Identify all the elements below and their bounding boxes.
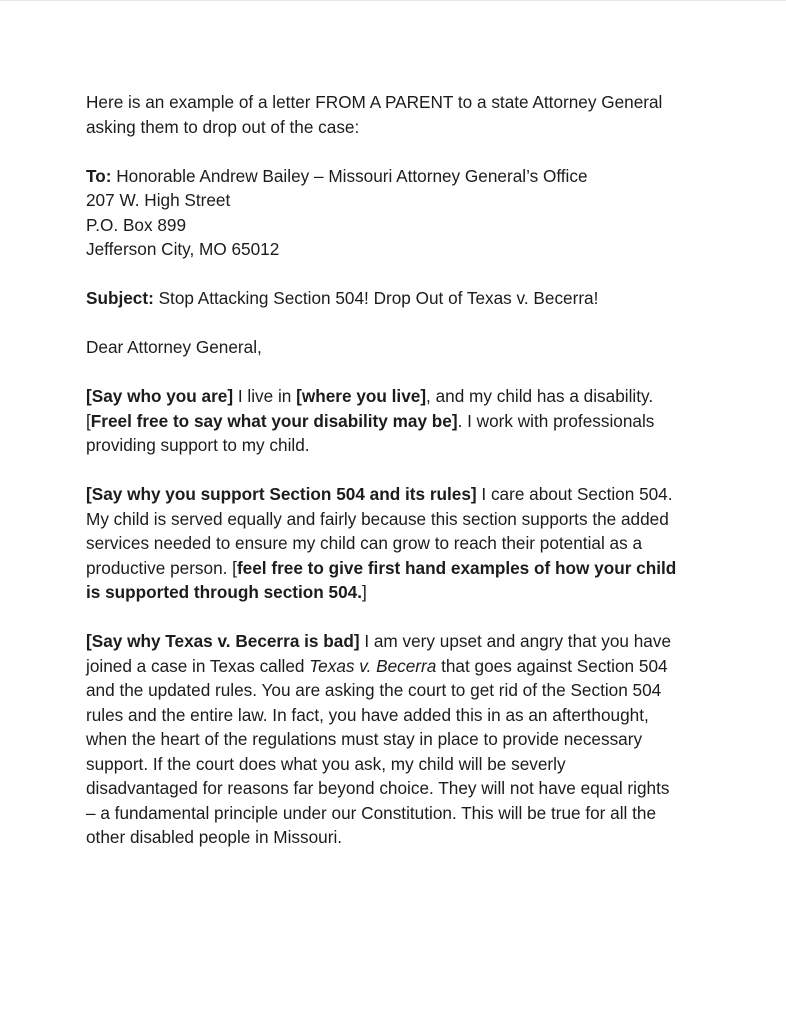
paragraph-why-case-bad [86, 629, 726, 850]
recipient-street: 207 W. High Street [86, 190, 231, 210]
placeholder-where-you-live: [where you live] [296, 386, 427, 406]
paragraph-line: when the heart of the regulations must stay in place to provide necessary [86, 729, 643, 749]
intro-line-1: Here is an example of a letter FROM A PARENT to a state Attorney General [86, 92, 663, 112]
text-run: . I work with professionals [457, 410, 655, 431]
paragraph-line: and the updated rules. You are asking the court to get rid of the Section 504 [86, 680, 662, 700]
paragraph-line [86, 629, 726, 654]
spacer [86, 262, 726, 287]
paragraph-line: other disabled people in Missouri. [86, 827, 343, 847]
paragraph-line: disadvantaged for reasons far beyond choice. They will not have equal rights [86, 778, 670, 798]
paragraph-line [86, 654, 726, 679]
placeholder-examples: feel free to give first hand examples of how your child [236, 557, 677, 578]
spacer [86, 458, 726, 483]
paragraph-line: services needed to ensure my child can grow to reach their potential as a [86, 533, 643, 553]
placeholder-disability: Freel free to say what your disability may be] [90, 410, 458, 431]
paragraph-who-you-are [86, 384, 726, 458]
paragraph-line [86, 482, 726, 507]
subject-line [86, 286, 726, 311]
paragraph-line: rules and the entire law. In fact, you have added this in as an afterthought, [86, 704, 649, 725]
spacer [86, 139, 726, 164]
text-run: productive person. [ [86, 557, 237, 578]
paragraph-line: – a fundamental principle under our Constitution. This will be true for all the [86, 802, 657, 823]
intro-line-2: asking them to drop out of the case: [86, 116, 360, 137]
recipient-name: Honorable Andrew Bailey – Missouri Attorney General’s Office [111, 165, 588, 186]
paragraph-line: support. If the court does what you ask, my child will be severly [86, 753, 566, 774]
paragraph-line: My child is served equally and fairly because this section supports the added [86, 508, 669, 529]
paragraph-why-support-504 [86, 482, 726, 605]
paragraph-line: providing support to my child. [86, 435, 310, 455]
recipient-line [86, 164, 726, 189]
subject-text: Stop Attacking Section 504! Drop Out of Texas v. Becerra! [153, 288, 599, 308]
paragraph-line [86, 409, 726, 434]
text-run: ] [362, 582, 367, 602]
paragraph-line [86, 580, 726, 605]
recipient-city: Jefferson City, MO 65012 [86, 239, 280, 259]
paragraph-line [86, 384, 726, 409]
spacer [86, 311, 726, 336]
text-run: I am very upset and angry that you have [359, 631, 672, 651]
recipient-label: To: [86, 165, 112, 186]
text-run: that goes against Section 504 [436, 655, 668, 676]
spacer [86, 605, 726, 630]
paragraph-line [86, 556, 726, 581]
subject-label: Subject: [86, 288, 154, 308]
placeholder-examples-cont: is supported through section 504. [86, 582, 362, 602]
letter-body [86, 90, 726, 850]
text-run: [ [86, 410, 91, 431]
case-name: Texas v. Becerra [309, 655, 437, 676]
placeholder-why-support: [Say why you support Section 504 and its rules] [86, 484, 477, 504]
salutation: Dear Attorney General, [86, 337, 262, 357]
placeholder-who-you-are: [Say who you are] [86, 386, 234, 406]
recipient-po-box: P.O. Box 899 [86, 214, 187, 235]
text-run: I live in [233, 386, 297, 406]
placeholder-why-bad: [Say why Texas v. Becerra is bad] [86, 631, 360, 651]
spacer [86, 360, 726, 385]
text-run: joined a case in Texas called [86, 655, 310, 676]
text-run: , and my child has a disability. [426, 386, 654, 406]
text-run: I care about Section 504. [476, 484, 673, 504]
